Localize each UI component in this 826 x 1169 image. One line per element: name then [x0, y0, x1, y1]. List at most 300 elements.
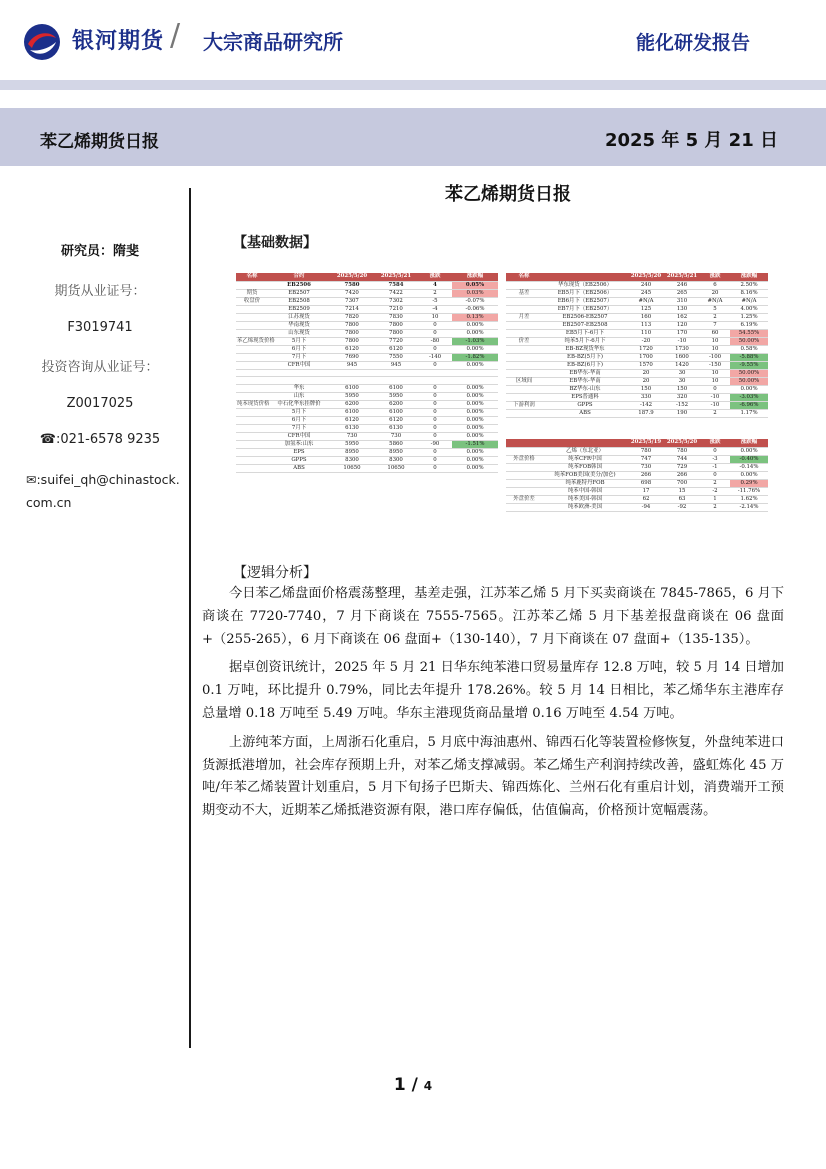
table-cell: 10 [700, 337, 730, 345]
table-cell: 0.00% [452, 464, 498, 472]
table-cell: 6100 [374, 408, 418, 416]
table-cell: 0.00% [452, 408, 498, 416]
table-row [506, 487, 768, 495]
table-cell: EB5月下-6月下 [542, 329, 628, 337]
table-cell: 2.50% [730, 281, 768, 289]
table-cell: 7830 [374, 313, 418, 321]
table-cell: -142 [628, 401, 664, 409]
table-cell: EB华东-华南 [542, 377, 628, 385]
table-cell: 113 [628, 321, 664, 329]
table-cell: -92 [664, 503, 700, 511]
table-cell: 730 [330, 432, 374, 440]
analysis-body [202, 583, 784, 829]
table-cell: -11.76% [730, 487, 768, 495]
table-cell: 10650 [330, 464, 374, 472]
table-cell: 0 [418, 424, 452, 432]
table-cell: 6120 [330, 416, 374, 424]
table-cell: 0.00% [730, 447, 768, 455]
table-row [236, 289, 498, 297]
table-cell: 50.00% [730, 377, 768, 385]
table-cell: 320 [664, 393, 700, 401]
table-cell: 780 [664, 447, 700, 455]
table-cell: 0 [418, 392, 452, 400]
table-cell: 2 [700, 503, 730, 511]
researcher-name: 研究员：隋斐 [60, 244, 139, 259]
table-cell: EB5月下（EB2506） [542, 289, 628, 297]
header-band [0, 80, 826, 90]
table-cell: 纯苯美国-韩国 [542, 495, 628, 503]
galaxy-logo-icon [22, 22, 62, 62]
page-current: 1 [393, 1075, 406, 1095]
table-cell: 1.25% [730, 313, 768, 321]
table-row [506, 401, 768, 409]
table-cell: EB2506 [268, 281, 330, 289]
table-row [506, 329, 768, 337]
row-group-cell [506, 409, 542, 417]
table-cell: 7800 [374, 321, 418, 329]
table-cell: 8950 [330, 448, 374, 456]
table-cell: EB-BZ(6月下) [542, 361, 628, 369]
table-cell: 5860 [374, 440, 418, 448]
table-cell: EB华东-华南 [542, 369, 628, 377]
brand-name: 银河期货 [72, 29, 165, 54]
table-header-cell [506, 439, 542, 447]
table-cell: 0.00% [452, 432, 498, 440]
table-cell: 240 [628, 281, 664, 289]
table-cell: 62 [628, 495, 664, 503]
table-cell: #N/A [730, 297, 768, 305]
table-cell: 4 [418, 281, 452, 289]
table-cell: 7550 [374, 353, 418, 361]
table-cell: 0 [418, 384, 452, 392]
table-cell: 山东 [268, 392, 330, 400]
table-header-cell: 涨跌幅 [730, 439, 768, 447]
row-group-cell [236, 305, 268, 313]
table-row [506, 385, 768, 393]
table-cell: 120 [664, 321, 700, 329]
table-cell: EB7月下（EB2507） [542, 305, 628, 313]
table-cell: 2 [418, 289, 452, 297]
license-label: 期货从业证号： [54, 284, 146, 299]
table-cell: 山东现货 [268, 329, 330, 337]
table-cell: -150 [700, 361, 730, 369]
table-cell: 7800 [330, 321, 374, 329]
table-cell: #N/A [628, 297, 664, 305]
table-cell: 265 [664, 289, 700, 297]
table-cell: 0 [418, 329, 452, 337]
table-row [236, 400, 498, 408]
table-cell: -5.88% [730, 353, 768, 361]
table-cell: 266 [664, 471, 700, 479]
row-group-cell: 收盘价 [236, 297, 268, 305]
table-cell: 5950 [330, 392, 374, 400]
table-cell: 7800 [330, 337, 374, 345]
table-cell: 7420 [330, 289, 374, 297]
phone-number: ☎:021-6578 9235 [39, 432, 161, 447]
table-row [236, 432, 498, 440]
table-cell: -2 [700, 487, 730, 495]
table-cell: EB2506-EB2507 [542, 313, 628, 321]
table-cell: 730 [374, 432, 418, 440]
row-group-cell [236, 384, 268, 392]
table-cell: 5月下 [268, 337, 330, 345]
row-group-cell [506, 329, 542, 337]
table-cell: 10650 [374, 464, 418, 472]
report-date: 2025 年 5 月 21 日 [604, 130, 778, 151]
table-cell: 7690 [330, 353, 374, 361]
table-cell: -20 [628, 337, 664, 345]
table-row [506, 289, 768, 297]
row-group-cell: 月差 [506, 313, 542, 321]
table-cell: 江苏现货 [268, 313, 330, 321]
row-group-cell [506, 369, 542, 377]
table-cell: 0 [418, 464, 452, 472]
table-cell: 10 [700, 345, 730, 353]
row-group-cell [236, 321, 268, 329]
row-group-cell: 期货 [236, 289, 268, 297]
table-row [236, 353, 498, 361]
row-group-cell [236, 329, 268, 337]
table-cell: 1570 [628, 361, 664, 369]
row-group-cell: 苯乙烯现货价格 [237, 337, 275, 344]
row-group-cell [506, 321, 542, 329]
table-cell: 1720 [628, 345, 664, 353]
row-group-cell [506, 471, 542, 479]
table-row [236, 448, 498, 456]
table-cell: 0.58% [730, 345, 768, 353]
table-cell: 7 [700, 321, 730, 329]
table-cell: -9.55% [730, 361, 768, 369]
table-cell: 6月下 [268, 416, 330, 424]
table-cell: 744 [664, 455, 700, 463]
table-cell: 0 [700, 447, 730, 455]
table-cell: 10 [700, 377, 730, 385]
table-cell: 0.00% [452, 456, 498, 464]
table-cell: 0 [418, 432, 452, 440]
table-row [236, 281, 498, 289]
table-cell: 0 [418, 345, 452, 353]
table-cell: 0 [700, 471, 730, 479]
table-cell: 华东 [268, 384, 330, 392]
table-cell: 150 [664, 385, 700, 393]
report-header [0, 0, 826, 80]
table-cell: 0.00% [452, 448, 498, 456]
table-header-cell: 2025/5/21 [664, 273, 700, 281]
title-bar [0, 108, 826, 166]
row-group-cell: 基差 [506, 289, 542, 297]
table-cell: 7210 [374, 305, 418, 313]
table-cell [418, 377, 452, 385]
table-header-cell [542, 273, 628, 281]
table-cell: 7584 [374, 281, 418, 289]
table-cell: 0.29% [730, 479, 768, 487]
table-cell: 6100 [374, 384, 418, 392]
table-cell: 0.00% [452, 321, 498, 329]
table-cell [268, 377, 330, 385]
table-cell: 1420 [664, 361, 700, 369]
table-cell: -1.51% [452, 440, 498, 448]
table-row [506, 377, 768, 385]
table-cell: -4 [418, 305, 452, 313]
table-cell: -94 [628, 503, 664, 511]
table-row [236, 377, 498, 385]
table-cell [330, 369, 374, 377]
table-cell: EB-BZ(5月下) [542, 353, 628, 361]
table-cell: 0 [418, 361, 452, 369]
table-row [506, 471, 768, 479]
table-row [236, 345, 498, 353]
table-header-cell: 2025/5/19 [628, 439, 664, 447]
table-cell: 20 [628, 377, 664, 385]
basic-data-tables [236, 273, 768, 518]
section-logic-analysis: 【逻辑分析】 [233, 565, 317, 581]
table-cell: 945 [374, 361, 418, 369]
table-cell: 6月下 [268, 345, 330, 353]
row-group-cell: 下游利润 [506, 401, 542, 409]
table-cell: 246 [664, 281, 700, 289]
table-cell: 0.00% [452, 400, 498, 408]
table-cell: 6100 [330, 408, 374, 416]
institute-name: 大宗商品研究所 [203, 30, 343, 54]
table-cell: 7820 [330, 313, 374, 321]
table-cell: 纯苯欧洲-美国 [542, 503, 628, 511]
table-cell: 6100 [330, 384, 374, 392]
table-cell: -80 [418, 337, 452, 345]
table-row [236, 337, 498, 345]
table-cell: 0 [418, 416, 452, 424]
row-group-cell: 区域间 [506, 377, 542, 385]
table-cell: 纯苯中国-韩国 [542, 487, 628, 495]
table-cell: 0 [418, 456, 452, 464]
table-cell: 780 [628, 447, 664, 455]
table-header-cell [542, 439, 628, 447]
table-cell [452, 377, 498, 385]
table-cell: 187.9 [628, 409, 664, 417]
table-cell: 15 [664, 487, 700, 495]
table-cell: -2.14% [730, 503, 768, 511]
overseas-price-table [506, 439, 768, 512]
table-cell: EB2508 [268, 297, 330, 305]
table-header-row [506, 439, 768, 447]
table-row [506, 495, 768, 503]
table-cell: 7月下 [268, 353, 330, 361]
table-cell: 中石化华东挂牌价 [268, 400, 330, 408]
table-cell: 6130 [374, 424, 418, 432]
table-header-cell: 涨跌 [418, 273, 452, 281]
table-cell: 1730 [664, 345, 700, 353]
table-cell: 130 [664, 305, 700, 313]
row-group-cell [506, 361, 542, 369]
table-cell: 6200 [330, 400, 374, 408]
report-title: 苯乙烯期货日报 [40, 132, 159, 152]
table-cell: -100 [700, 353, 730, 361]
table-cell: 2 [700, 313, 730, 321]
table-row [236, 369, 498, 377]
table-cell: EB6月下（EB2507） [542, 297, 628, 305]
table-cell: 698 [628, 479, 664, 487]
page-number [0, 1075, 826, 1095]
page-total: 4 [423, 1079, 433, 1093]
table-cell: 1.62% [730, 495, 768, 503]
table-cell: 5月下 [268, 408, 330, 416]
row-group-cell [236, 313, 268, 321]
row-group-cell [506, 393, 542, 401]
table-cell: 700 [664, 479, 700, 487]
table-cell: ABS [542, 409, 628, 417]
table-row [506, 361, 768, 369]
table-row [236, 440, 498, 448]
table-cell: -6.96% [730, 401, 768, 409]
table-row [506, 305, 768, 313]
row-group-cell: 外盘价差 [506, 495, 542, 503]
email-address[interactable]: ✉:suifei_qh@chinastock.com.cn [26, 472, 180, 510]
table-cell: 7720 [374, 337, 418, 345]
row-group-cell [506, 353, 542, 361]
table-row [236, 456, 498, 464]
table-cell: 730 [628, 463, 664, 471]
consult-label: 投资咨询从业证号： [41, 360, 159, 375]
table-cell: -0.07% [452, 297, 498, 305]
table-cell: 华南现货 [268, 321, 330, 329]
table-cell: 0 [418, 400, 452, 408]
table-row [236, 408, 498, 416]
table-cell: #N/A [700, 297, 730, 305]
table-cell: 63 [664, 495, 700, 503]
row-group-cell [506, 281, 542, 289]
table-cell: 纯苯CFR中国 [542, 455, 628, 463]
table-cell: 6 [700, 281, 730, 289]
table-cell: 7800 [374, 329, 418, 337]
table-row [506, 369, 768, 377]
page-separator: / [411, 1075, 418, 1095]
document-title: 苯乙烯期货日报 [445, 184, 571, 205]
table-cell: 0.00% [730, 385, 768, 393]
row-group-cell [236, 353, 268, 361]
table-cell: 0.00% [452, 424, 498, 432]
table-cell: 5950 [330, 440, 374, 448]
table-cell: 0 [700, 385, 730, 393]
table-cell: 160 [628, 313, 664, 321]
table-cell: GPPS [268, 456, 330, 464]
table-cell: EPS [268, 448, 330, 456]
table-cell: 945 [330, 361, 374, 369]
table-cell: 30 [664, 369, 700, 377]
table-cell: 华东现货（EB2506） [542, 281, 628, 289]
table-cell: 6120 [374, 416, 418, 424]
table-cell: 6.19% [730, 321, 768, 329]
table-cell: 0.00% [452, 361, 498, 369]
table-header-cell: 涨跌 [700, 273, 730, 281]
row-group-cell [506, 487, 542, 495]
table-cell: 2 [700, 479, 730, 487]
license-number: F3019741 [67, 320, 133, 335]
table-row [236, 392, 498, 400]
table-row [506, 281, 768, 289]
header-divider: / [170, 18, 181, 53]
row-group-cell [236, 361, 268, 369]
table-header-row [236, 273, 498, 281]
table-row [506, 503, 768, 511]
table-cell: GPPS [542, 401, 628, 409]
table-cell: EB-BZ现货华东 [542, 345, 628, 353]
table-cell: 245 [628, 289, 664, 297]
table-row [506, 353, 768, 361]
table-cell: -90 [418, 440, 452, 448]
table-cell: -0.40% [730, 455, 768, 463]
spread-table [506, 273, 768, 418]
table-cell: 纯苯FOB韩国 [542, 463, 628, 471]
table-cell: ABS [268, 464, 330, 472]
table-cell: 0 [418, 448, 452, 456]
table-cell: 乙烯（东北亚） [542, 447, 628, 455]
table-cell: 0.00% [452, 384, 498, 392]
row-group-cell [506, 385, 542, 393]
table-cell [268, 369, 330, 377]
report-type: 能化研发报告 [635, 32, 750, 54]
table-cell: -152 [664, 401, 700, 409]
consult-number: Z0017025 [66, 396, 134, 411]
row-group-cell [236, 464, 268, 472]
table-cell: 330 [628, 393, 664, 401]
table-row [506, 345, 768, 353]
table-cell: 6120 [330, 345, 374, 353]
table-cell: -0.14% [730, 463, 768, 471]
table-cell [452, 369, 498, 377]
table-cell: 8.16% [730, 289, 768, 297]
table-cell: 6120 [374, 345, 418, 353]
table-cell: 8300 [374, 456, 418, 464]
table-row [236, 297, 498, 305]
row-group-cell [236, 424, 268, 432]
row-group-cell [236, 345, 268, 353]
row-group-cell [236, 281, 268, 289]
table-cell: 50.00% [730, 337, 768, 345]
table-cell: 0.03% [452, 289, 498, 297]
table-cell: 6200 [374, 400, 418, 408]
table-header-cell: 名称 [506, 273, 542, 281]
table-row [506, 409, 768, 417]
table-cell: 125 [628, 305, 664, 313]
table-cell: 110 [628, 329, 664, 337]
row-group-cell [236, 456, 268, 464]
table-cell: -10 [664, 337, 700, 345]
row-group-cell [236, 392, 268, 400]
table-cell: 2 [700, 409, 730, 417]
table-cell: 4.00% [730, 305, 768, 313]
row-group-cell: 纯苯现货价格 [237, 400, 270, 407]
table-cell: 1700 [628, 353, 664, 361]
table-header-row [506, 273, 768, 281]
row-group-cell [236, 432, 268, 440]
table-header-cell: 2025/5/20 [628, 273, 664, 281]
table-cell: 1600 [664, 353, 700, 361]
table-cell: 5 [700, 305, 730, 313]
table-cell: 10 [700, 369, 730, 377]
table-cell: 7422 [374, 289, 418, 297]
analyst-info [20, 240, 180, 535]
table-cell: EB2507 [268, 289, 330, 297]
table-cell: EPS普通料 [542, 393, 628, 401]
table-cell: 0.05% [452, 281, 498, 289]
table-cell: 8950 [374, 448, 418, 456]
table-header-cell: 2025/5/20 [664, 439, 700, 447]
table-cell: -140 [418, 353, 452, 361]
table-cell: 266 [628, 471, 664, 479]
table-cell: 0.00% [452, 416, 498, 424]
table-row [506, 463, 768, 471]
table-row [506, 455, 768, 463]
table-header-cell: 涨跌幅 [452, 273, 498, 281]
